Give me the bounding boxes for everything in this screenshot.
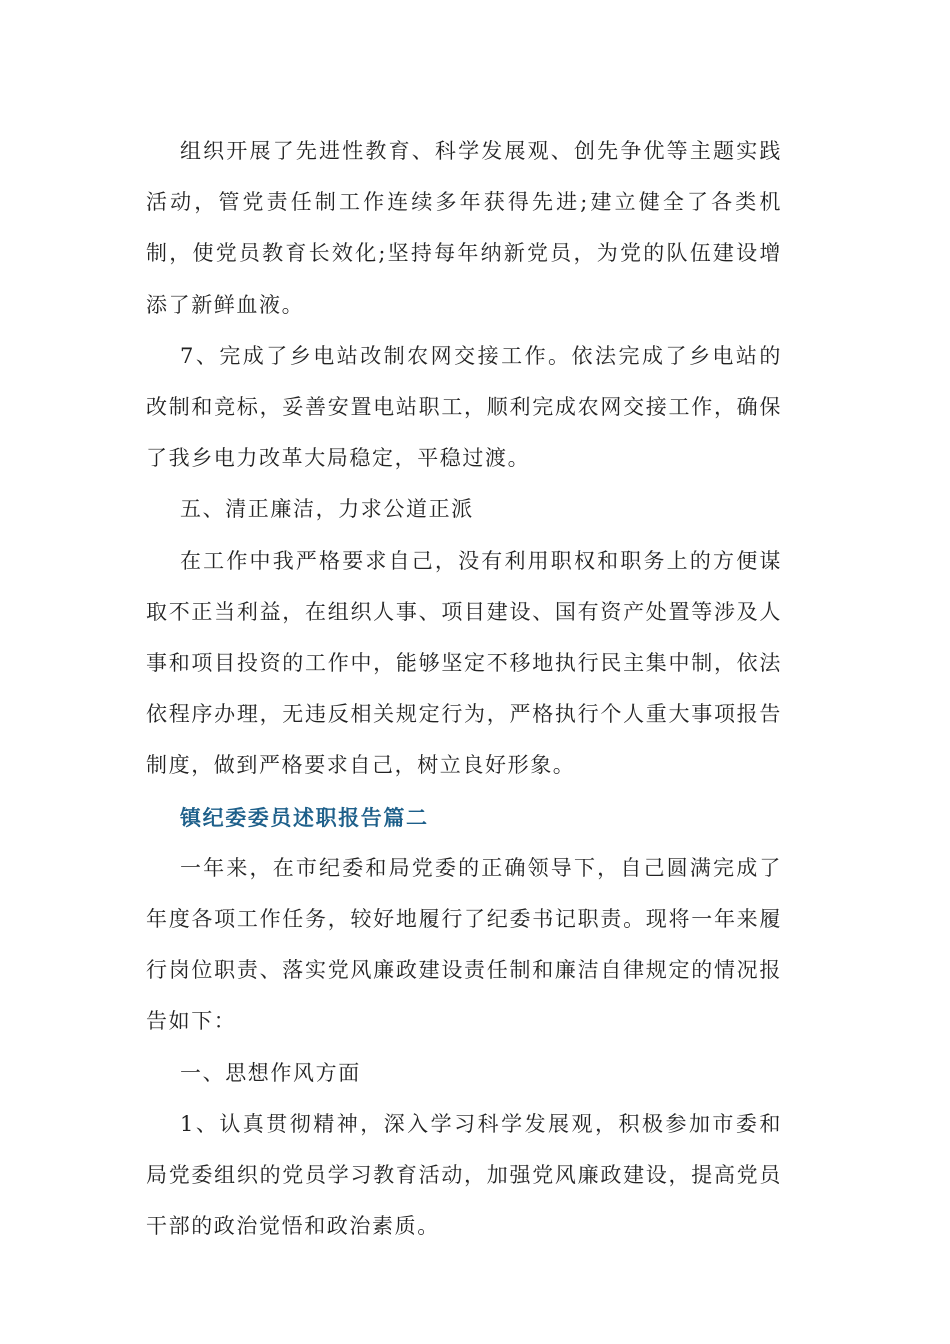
body-paragraph: 组织开展了先进性教育、科学发展观、创先争优等主题实践活动，管党责任制工作连续多年获得先进;建立健全了各类机制，使党员教育长效化;坚持每年纳新党员，为党的队伍建设增添了新鲜血液。: [146, 139, 782, 317]
section-heading: 五、清正廉洁，力求公道正派: [180, 497, 474, 522]
body-paragraph: 1、认真贯彻精神，深入学习科学发展观，积极参加市委和局党委组织的党员学习教育活动，加强党风廉政建设，提高党员干部的政治觉悟和政治素质。: [146, 1111, 782, 1239]
section-heading: 一、思想作风方面: [180, 1060, 361, 1085]
article-title: 镇纪委委员述职报告篇二: [180, 804, 429, 830]
document-page: [146, 126, 782, 1252]
body-paragraph: 在工作中我严格要求自己，没有利用职权和职务上的方便谋取不正当利益，在组织人事、项目建设、国有资产处置等涉及人事和项目投资的工作中，能够坚定不移地执行民主集中制，依法依程序办理，无违反相关规定行为，严格执行个人重大事项报告制度，做到严格要求自己，树立良好形象。: [146, 548, 782, 778]
body-paragraph: 7、完成了乡电站改制农网交接工作。依法完成了乡电站的改制和竞标，妥善安置电站职工，顺利完成农网交接工作，确保了我乡电力改革大局稳定，平稳过渡。: [146, 343, 782, 471]
body-paragraph: 一年来，在市纪委和局党委的正确领导下，自己圆满完成了年度各项工作任务，较好地履行了纪委书记职责。现将一年来履行岗位职责、落实党风廉政建设责任制和廉洁自律规定的情况报告如下：: [146, 855, 782, 1034]
